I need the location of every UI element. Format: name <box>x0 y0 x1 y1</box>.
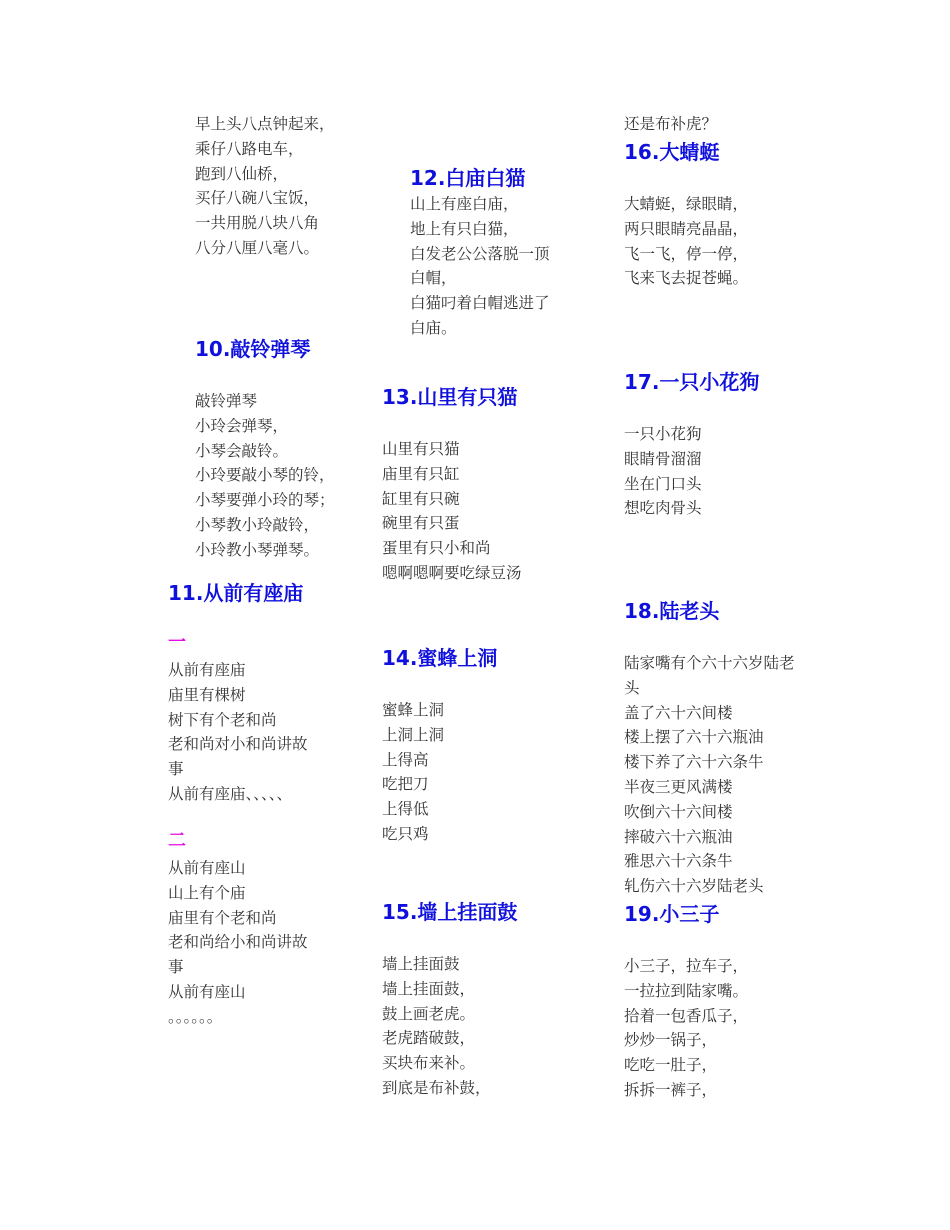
text-line: 早上头八点钟起来， <box>195 115 335 133</box>
text-line: 一只小花狗 <box>624 425 702 443</box>
text-line: 想吃肉骨头 <box>624 499 702 518</box>
text-line: 事 <box>168 958 184 977</box>
text-line: 山里有只猫 <box>382 440 460 458</box>
text-line: 吃只鸡 <box>382 824 429 843</box>
text-line: 雅思六十六条牛 <box>624 852 733 871</box>
text-line: 老和尚给小和尚讲故 <box>168 933 308 952</box>
text-line: 小琴教小玲敲铃， <box>195 515 320 534</box>
poem-13-lines <box>382 437 522 586</box>
text-line: 嗯啊嗯啊要吃绿豆汤 <box>382 563 522 582</box>
section-title-16: 16.大蜻蜓 <box>624 140 720 164</box>
text-line: 白帽， <box>410 269 457 288</box>
text-line: 从前有座山 <box>168 982 246 1001</box>
text-line: 山上有个庙 <box>168 883 246 902</box>
text-line: 碗里有只蛋 <box>382 514 460 533</box>
text-line: 摔破六十六瓶油 <box>624 827 733 846</box>
text-line: 小玲会弹琴， <box>195 416 289 435</box>
text-line: 蛋里有只小和尚 <box>382 539 491 558</box>
poem-19-lines <box>624 954 748 1103</box>
text-line: 小琴会敲铃。 <box>195 441 289 460</box>
text-line: 一共用脱八块八角 <box>195 214 320 233</box>
text-line: 山上有座白庙， <box>410 195 519 213</box>
text-line: 上洞上洞 <box>382 725 445 744</box>
text-line: 鼓上画老虎。 <box>382 1004 476 1023</box>
text-line: 楼下养了六十六条牛 <box>624 753 764 772</box>
text-line: 。。。。。。 <box>168 1007 223 1026</box>
text-line: 半夜三更风满楼 <box>624 777 733 796</box>
text-line: 树下有个老和尚 <box>168 710 277 729</box>
text-line: 坐在门口头 <box>624 474 702 493</box>
text-line: 到底是布补鼓， <box>382 1078 491 1097</box>
poem-15-continued <box>624 112 717 137</box>
text-line: 吃把刀 <box>382 775 429 794</box>
text-line: 楼上摆了六十六瓶油 <box>624 728 764 747</box>
text-line: 庙里有棵树 <box>168 685 246 704</box>
text-line: 拾着一包香瓜子， <box>624 1006 749 1025</box>
text-line: 眼睛骨溜溜 <box>624 449 702 468</box>
text-line: 地上有只白猫， <box>410 219 519 238</box>
text-line: 轧伤六十六岁陆老头 <box>624 877 764 896</box>
text-line: 小琴要弹小玲的琴； <box>195 491 335 510</box>
text-line: 小三子，拉车子， <box>624 957 749 975</box>
text-line: 白猫叼着白帽逃进了 <box>410 294 550 313</box>
section-title-13: 13.山里有只猫 <box>382 385 518 409</box>
text-line: 墙上挂面鼓， <box>382 979 476 998</box>
text-line: 乘仔八路电车， <box>195 139 304 158</box>
text-line: 小玲教小琴弹琴。 <box>195 540 320 559</box>
section-title-15: 15.墙上挂面鼓 <box>382 900 518 924</box>
text-line: 飞来飞去捉苍蝇。 <box>624 269 749 288</box>
poem-16-lines <box>624 192 748 291</box>
part-marker-1: 一 <box>168 632 186 653</box>
text-line: 白庙。 <box>410 318 457 337</box>
poem-intro-lines <box>195 112 335 261</box>
text-line: 老虎踏破鼓， <box>382 1029 476 1048</box>
text-line: 还是布补虎？ <box>624 115 718 133</box>
text-line: 小玲要敲小琴的铃， <box>195 466 335 485</box>
text-line: 拆拆一裤子， <box>624 1080 718 1099</box>
text-line: 炒炒一锅子， <box>624 1031 718 1050</box>
text-line: 从前有座山 <box>168 859 246 877</box>
text-line: 陆家嘴有个六十六岁陆老 <box>624 654 795 672</box>
section-title-18: 18.陆老头 <box>624 599 720 623</box>
text-line: 上得高 <box>382 750 429 769</box>
text-line: 缸里有只碗 <box>382 489 460 508</box>
text-line: 八分八厘八毫八。 <box>195 238 320 257</box>
poem-10-lines <box>195 389 335 563</box>
text-line: 敲铃弹琴 <box>195 392 258 410</box>
text-line: 跑到八仙桥， <box>195 164 289 183</box>
poem-17-lines <box>624 422 702 521</box>
text-line: 蜜蜂上洞 <box>382 701 445 719</box>
poem-12-lines <box>410 192 550 341</box>
text-line: 买仔八碗八宝饭， <box>195 189 320 208</box>
poem-14-lines <box>382 698 444 847</box>
text-line: 从前有座庙、、、、、 <box>168 784 293 803</box>
text-line: 事 <box>168 760 184 779</box>
text-line: 买块布来补。 <box>382 1054 476 1073</box>
part-marker-2: 二 <box>168 830 186 851</box>
text-line: 白发老公公落脱一顶 <box>410 244 550 263</box>
text-line: 从前有座庙 <box>168 661 246 679</box>
text-line: 庙里有只缸 <box>382 464 460 483</box>
text-line: 一拉拉到陆家嘴。 <box>624 981 749 1000</box>
poem-15-lines <box>382 952 491 1101</box>
text-line: 上得低 <box>382 800 429 819</box>
text-line: 庙里有个老和尚 <box>168 908 277 927</box>
section-title-14: 14.蜜蜂上洞 <box>382 646 498 670</box>
text-line: 吹倒六十六间楼 <box>624 802 733 821</box>
poem-11-part-1 <box>168 658 308 807</box>
section-title-12: 12.白庙白猫 <box>410 166 526 190</box>
text-line: 盖了六十六间楼 <box>624 703 733 722</box>
section-title-10: 10.敲铃弹琴 <box>195 337 311 361</box>
text-line: 两只眼睛亮晶晶， <box>624 219 749 238</box>
section-title-17: 17.一只小花狗 <box>624 370 760 394</box>
text-line: 老和尚对小和尚讲故 <box>168 735 308 754</box>
poem-11-part-2 <box>168 856 308 1030</box>
text-line: 墙上挂面鼓 <box>382 955 460 973</box>
text-line: 飞一飞，停一停， <box>624 244 749 263</box>
section-title-19: 19.小三子 <box>624 902 720 926</box>
poem-18-lines <box>624 651 795 899</box>
text-line: 吃吃一肚子， <box>624 1056 718 1075</box>
text-line: 大蜻蜓，绿眼睛， <box>624 195 749 213</box>
text-line: 头 <box>624 678 640 697</box>
section-title-11: 11.从前有座庙 <box>168 581 304 605</box>
